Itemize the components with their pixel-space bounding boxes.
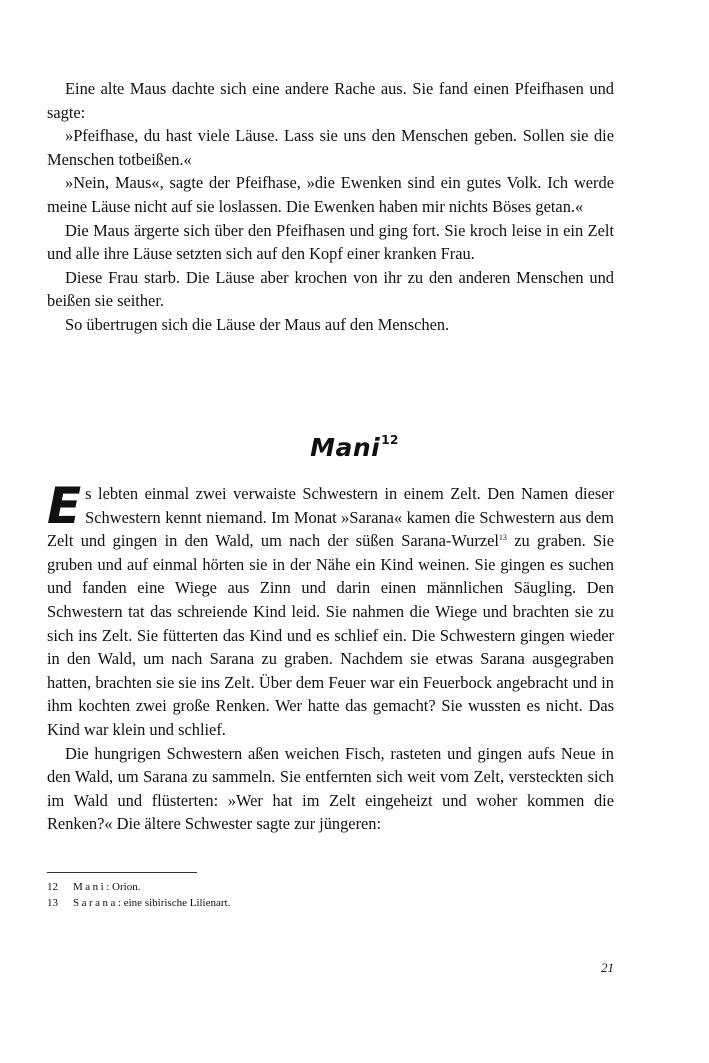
footnote-ref: 13 bbox=[498, 533, 507, 543]
footnote-text: : eine sibirische Lilienart. bbox=[117, 896, 231, 909]
story-body bbox=[47, 477, 615, 836]
title-footnote-ref: 12 bbox=[381, 433, 399, 447]
paragraph-text: s lebten einmal zwei verwaiste Schwestern in einem Zelt. Den Namen dieser Schwestern kennt niemand. Im Monat »Sarana« kamen die Schwestern aus dem Zelt und gingen in den Wald, um nach der süßen Sarana-Wurzel bbox=[47, 484, 614, 551]
story-title bbox=[0, 433, 709, 462]
story-title-text: Mani bbox=[310, 433, 381, 462]
page-number: 21 bbox=[601, 960, 614, 975]
paragraph bbox=[47, 477, 615, 742]
paragraph: So übertrugen sich die Läuse der Maus auf den Menschen. bbox=[65, 314, 450, 334]
paragraph: Die hungrigen Schwestern aßen weichen Fisch, rasteten und gingen aufs Neue in den Wald, um Sarana zu sammeln. Sie entfernten sich weit vom Zelt, versteckten sich im Wald und flüsterten: »Wer hat im Zelt eingeheizt und woher kommen die Renken?« Die ältere Schwester sagte zur jüngeren: bbox=[47, 743, 614, 834]
footnote-number: 12 bbox=[47, 881, 58, 893]
footnote-number: 13 bbox=[47, 896, 58, 909]
footnote-divider bbox=[47, 872, 197, 873]
footnotes bbox=[47, 880, 614, 911]
paragraph: Die Maus ärgerte sich über den Pfeifhasen und ging fort. Sie kroch leise in ein Zelt und alle ihre Läuse setzten sich auf den Kopf einer kranken Frau. bbox=[47, 220, 614, 264]
paragraph-text: zu graben. Sie gruben und auf einmal hörten sie in der Nähe ein Kind weinen. Sie gingen es suchen und fanden eine Wiege aus Zinn und darin einen männlichen Säugling. Den Schwestern tat das schreiende Kind leid. Sie nahmen die Wiege und brachten sie zu sich ins Zelt. Sie fütterten das Kind und es schlief ein. Die Schwestern gingen wieder in den Wald, um nach Sarana zu graben. Nachdem sie etwas Sarana ausgegraben hatten, brachten sie sie ins Zelt. Über dem Feuer war ein Feuerbock angebracht und in ihm kochten zwei große Renken. Wer hatte das gemacht? Sie wussten es nicht. Das Kind war klein und schlief. bbox=[47, 531, 615, 739]
paragraph: Diese Frau starb. Die Läuse aber krochen von ihr zu den anderen Menschen und beißen sie seither. bbox=[47, 267, 614, 311]
paragraph: »Nein, Maus«, sagte der Pfeifhase, »die Ewenken sind ein gutes Volk. Ich werde meine Läuse nicht auf sie loslassen. Die Ewenken haben mir nichts Böses getan.« bbox=[47, 173, 614, 216]
footnote bbox=[47, 896, 614, 912]
footnote-term: Mani bbox=[73, 881, 107, 893]
footnote-term: Sarana bbox=[73, 896, 118, 909]
footnote bbox=[47, 880, 614, 896]
paragraph: »Pfeifhase, du hast viele Läuse. Lass sie uns den Menschen geben. Sollen sie die Menschen totbeißen.« bbox=[47, 126, 614, 169]
paragraph: Eine alte Maus dachte sich eine andere Rache aus. Sie fand einen Pfeifhasen und sagte: bbox=[47, 79, 614, 122]
drop-cap: E bbox=[47, 477, 82, 535]
previous-story-ending bbox=[47, 77, 614, 337]
footnote-text: : Orion. bbox=[106, 881, 141, 893]
